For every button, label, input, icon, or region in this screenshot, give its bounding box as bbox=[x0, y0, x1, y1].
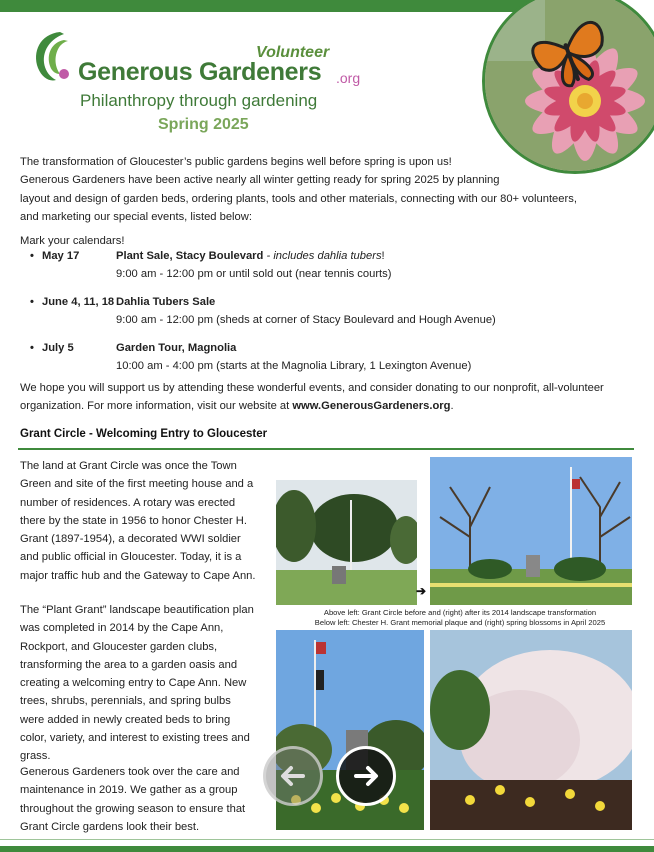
event-date: July 5 bbox=[42, 342, 74, 354]
event-title: Garden Tour, Magnolia bbox=[116, 342, 237, 354]
logo-swirl-icon bbox=[30, 28, 74, 86]
season-title: Spring 2025 bbox=[158, 116, 249, 133]
tagline: Philanthropy through gardening bbox=[80, 91, 318, 110]
events-list bbox=[30, 250, 630, 388]
photo-spring-blossoms bbox=[430, 630, 632, 830]
grant-circle-paragraph-3: Generous Gardeners took over the care and maintenance in 2019. We gather as a group throughout the growing season to ensure that Grant Circle gardens look their best. bbox=[20, 766, 246, 833]
website-link[interactable]: www.GenerousGardeners.org bbox=[292, 400, 451, 413]
footer-rule bbox=[0, 839, 654, 840]
photo-grant-circle-before bbox=[276, 480, 417, 605]
logo-org-suffix: .org bbox=[336, 70, 361, 86]
previous-button[interactable] bbox=[263, 746, 323, 806]
event-title: Dahlia Tubers Sale bbox=[116, 296, 216, 308]
photo-grant-circle-after bbox=[430, 457, 632, 605]
section-divider bbox=[18, 448, 634, 450]
event-title: Plant Sale, Stacy Boulevard - includes dahlia tubers! bbox=[116, 250, 385, 262]
mark-calendars: Mark your calendars! bbox=[20, 235, 125, 247]
arrow-left-icon bbox=[277, 760, 309, 792]
grant-circle-paragraph-1: The land at Grant Circle was once the Town Green and site of the first meeting house and a number of residences. A rotary was erected there by the state in 1956 to honor Chester H. Grant (1897-1954), a decorated WWI soldier and public official in Gloucester. Today, it is a major traffic hub and the Gateway to Cape Ann. bbox=[20, 460, 256, 582]
hero-butterfly-dahlia-photo bbox=[482, 0, 654, 174]
photo-caption: Above left: Grant Circle before and (right) after its 2014 landscape transformation Below left: Chester H. Grant memorial plaque and (right) spring blossoms in April 2025 bbox=[314, 608, 606, 627]
grant-circle-paragraph-2: The “Plant Grant” landscape beautification plan was completed in 2014 by the Cape Ann, Rockport, and Gloucester garden clubs, transforming the area to a garden oasis and creating a welcoming entry to Cape Ann. New trees, shrubs, perennials, and spring bulbs were added in newly created beds to bring color, variety, and interest to existing trees and grass. bbox=[20, 604, 254, 763]
bottom-accent-bar bbox=[0, 846, 654, 852]
event-time: 9:00 am - 12:00 pm (sheds at corner of Stacy Boulevard and Hough Avenue) bbox=[116, 314, 496, 326]
intro-paragraph: The transformation of Gloucester’s public gardens begins well before spring is upon us! Generous Gardeners have been active nearly all winter getting ready for spring 2025 by planning layout and design of garden beds, ordering plants, tools and other materials, connecting with our 80+ volunteers, and marketing our special events, listed below: bbox=[20, 156, 577, 223]
next-button[interactable] bbox=[336, 746, 396, 806]
event-date: June 4, 11, 18 bbox=[42, 296, 115, 308]
arrow-right-icon: ➔ bbox=[416, 584, 427, 598]
event-time: 10:00 am - 4:00 pm (starts at the Magnolia Library, 1 Lexington Avenue) bbox=[116, 360, 472, 372]
event-item: • July 5 Garden Tour, Magnolia 10:00 am - 4:00 pm (starts at the Magnolia Library, 1 Lexington Avenue) bbox=[30, 342, 472, 372]
section-heading: Grant Circle - Welcoming Entry to Gloucester bbox=[20, 428, 268, 440]
closing-paragraph: We hope you will support us by attending these wonderful events, and consider donating to our nonprofit, all-volunteer organization. For more information, visit our website at www.GenerousGardeners.org. bbox=[20, 382, 604, 413]
event-time: 9:00 am - 12:00 pm or until sold out (near tennis courts) bbox=[116, 268, 392, 280]
event-date: May 17 bbox=[42, 250, 80, 262]
event-item: • June 4, 11, 18 Dahlia Tubers Sale 9:00 am - 12:00 pm (sheds at corner of Stacy Boulevard and Hough Avenue) bbox=[30, 296, 496, 326]
logo-volunteer-text: Volunteer bbox=[256, 44, 330, 61]
logo-org-name: Generous Gardeners bbox=[78, 58, 322, 86]
event-item: • May 17 Plant Sale, Stacy Boulevard - includes dahlia tubers! 9:00 am - 12:00 pm or until sold out (near tennis courts) bbox=[30, 250, 392, 280]
top-accent-bar bbox=[0, 0, 560, 12]
arrow-right-icon bbox=[350, 760, 382, 792]
